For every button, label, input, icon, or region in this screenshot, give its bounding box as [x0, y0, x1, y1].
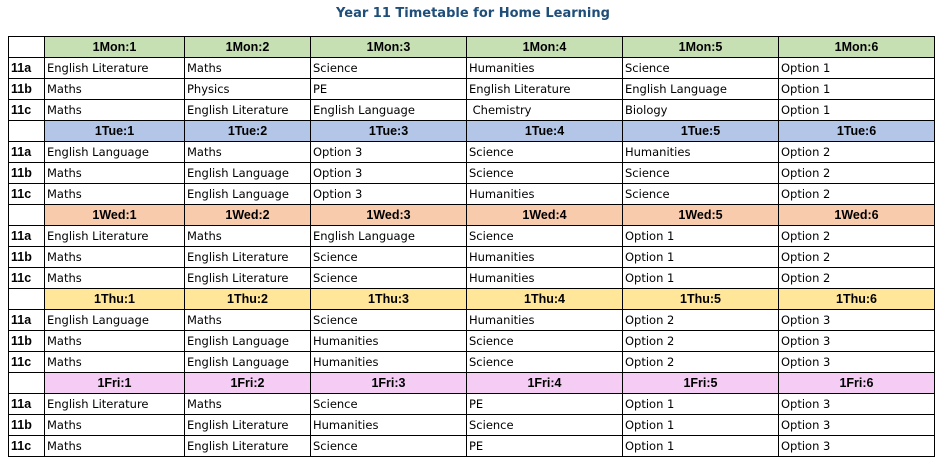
lesson-cell: Chemistry: [467, 100, 623, 121]
lesson-cell: Science: [623, 58, 779, 79]
class-label: 11b: [9, 415, 45, 436]
period-header: 1Tue:3: [311, 121, 467, 142]
period-header: 1Tue:2: [185, 121, 311, 142]
lesson-cell: Option 3: [779, 415, 935, 436]
class-label: 11b: [9, 79, 45, 100]
period-header: 1Mon:1: [45, 37, 185, 58]
lesson-cell: Maths: [45, 79, 185, 100]
table-row: [9, 184, 935, 205]
lesson-cell: Option 1: [623, 436, 779, 457]
period-header: 1Wed:2: [185, 205, 311, 226]
period-header: 1Wed:1: [45, 205, 185, 226]
lesson-cell: PE: [467, 394, 623, 415]
lesson-cell: Science: [623, 163, 779, 184]
lesson-cell: PE: [467, 436, 623, 457]
lesson-cell: Maths: [185, 226, 311, 247]
lesson-cell: Science: [467, 142, 623, 163]
table-row: [9, 352, 935, 373]
lesson-cell: Maths: [45, 331, 185, 352]
lesson-cell: English Literature: [185, 268, 311, 289]
period-header: 1Mon:4: [467, 37, 623, 58]
lesson-cell: Option 2: [779, 247, 935, 268]
lesson-cell: Option 3: [779, 310, 935, 331]
lesson-cell: Option 2: [779, 142, 935, 163]
lesson-cell: Option 3: [779, 352, 935, 373]
period-header: 1Thu:3: [311, 289, 467, 310]
period-header: 1Tue:4: [467, 121, 623, 142]
day-header-row: [9, 289, 935, 310]
lesson-cell: Option 1: [623, 268, 779, 289]
lesson-cell: Humanities: [467, 268, 623, 289]
class-label: 11a: [9, 226, 45, 247]
class-label: 11c: [9, 268, 45, 289]
period-header: 1Mon:6: [779, 37, 935, 58]
lesson-cell: Science: [467, 226, 623, 247]
period-header: 1Wed:5: [623, 205, 779, 226]
lesson-cell: Maths: [45, 268, 185, 289]
lesson-cell: English Language: [623, 79, 779, 100]
lesson-cell: English Language: [185, 184, 311, 205]
lesson-cell: Humanities: [467, 247, 623, 268]
lesson-cell: English Language: [311, 100, 467, 121]
lesson-cell: Science: [467, 163, 623, 184]
period-header: 1Fri:6: [779, 373, 935, 394]
period-header: 1Fri:4: [467, 373, 623, 394]
lesson-cell: Option 3: [311, 184, 467, 205]
lesson-cell: Humanities: [311, 331, 467, 352]
class-label: 11a: [9, 394, 45, 415]
lesson-cell: Option 2: [779, 268, 935, 289]
lesson-cell: Science: [467, 352, 623, 373]
lesson-cell: English Language: [45, 142, 185, 163]
class-label: 11b: [9, 163, 45, 184]
lesson-cell: Science: [311, 247, 467, 268]
table-row: [9, 310, 935, 331]
table-row: [9, 100, 935, 121]
lesson-cell: English Language: [311, 226, 467, 247]
class-label: 11a: [9, 58, 45, 79]
class-label: 11b: [9, 331, 45, 352]
class-label: 11c: [9, 184, 45, 205]
lesson-cell: English Language: [45, 310, 185, 331]
lesson-cell: Option 3: [779, 436, 935, 457]
period-header: 1Wed:4: [467, 205, 623, 226]
day-header-row: [9, 373, 935, 394]
lesson-cell: Humanities: [623, 142, 779, 163]
lesson-cell: Option 2: [623, 352, 779, 373]
lesson-cell: Maths: [185, 310, 311, 331]
lesson-cell: English Language: [185, 331, 311, 352]
lesson-cell: English Literature: [185, 415, 311, 436]
period-header: 1Fri:2: [185, 373, 311, 394]
table-row: [9, 58, 935, 79]
day-header-row: [9, 205, 935, 226]
table-row: [9, 163, 935, 184]
period-header: 1Fri:1: [45, 373, 185, 394]
header-corner-cell: [9, 289, 45, 310]
lesson-cell: Physics: [185, 79, 311, 100]
lesson-cell: Option 1: [623, 415, 779, 436]
lesson-cell: Science: [311, 310, 467, 331]
table-row: [9, 142, 935, 163]
period-header: 1Wed:6: [779, 205, 935, 226]
lesson-cell: Science: [311, 58, 467, 79]
header-corner-cell: [9, 205, 45, 226]
class-label: 11c: [9, 436, 45, 457]
lesson-cell: Option 2: [779, 184, 935, 205]
class-label: 11a: [9, 310, 45, 331]
lesson-cell: English Literature: [185, 436, 311, 457]
lesson-cell: Humanities: [311, 415, 467, 436]
lesson-cell: Maths: [45, 184, 185, 205]
lesson-cell: Option 3: [311, 163, 467, 184]
lesson-cell: Science: [467, 415, 623, 436]
timetable: [8, 36, 935, 457]
lesson-cell: Biology: [623, 100, 779, 121]
lesson-cell: Humanities: [311, 352, 467, 373]
lesson-cell: Maths: [185, 394, 311, 415]
period-header: 1Tue:1: [45, 121, 185, 142]
lesson-cell: Option 3: [311, 142, 467, 163]
lesson-cell: Maths: [45, 163, 185, 184]
lesson-cell: Option 1: [779, 79, 935, 100]
lesson-cell: Option 1: [623, 394, 779, 415]
period-header: 1Thu:5: [623, 289, 779, 310]
period-header: 1Mon:2: [185, 37, 311, 58]
lesson-cell: Maths: [45, 352, 185, 373]
lesson-cell: Maths: [45, 436, 185, 457]
period-header: 1Thu:6: [779, 289, 935, 310]
lesson-cell: English Literature: [467, 79, 623, 100]
table-row: [9, 268, 935, 289]
class-label: 11c: [9, 100, 45, 121]
lesson-cell: Option 2: [779, 226, 935, 247]
lesson-cell: Maths: [45, 247, 185, 268]
lesson-cell: Option 1: [623, 226, 779, 247]
class-label: 11c: [9, 352, 45, 373]
table-row: [9, 247, 935, 268]
lesson-cell: Option 2: [779, 163, 935, 184]
table-row: [9, 436, 935, 457]
lesson-cell: Maths: [185, 58, 311, 79]
header-corner-cell: [9, 373, 45, 394]
header-corner-cell: [9, 121, 45, 142]
lesson-cell: English Literature: [185, 100, 311, 121]
page-title: Year 11 Timetable for Home Learning: [336, 6, 610, 21]
period-header: 1Thu:2: [185, 289, 311, 310]
lesson-cell: Humanities: [467, 58, 623, 79]
table-row: [9, 394, 935, 415]
class-label: 11b: [9, 247, 45, 268]
table-row: [9, 415, 935, 436]
lesson-cell: Humanities: [467, 310, 623, 331]
lesson-cell: Option 2: [623, 310, 779, 331]
lesson-cell: Maths: [185, 142, 311, 163]
period-header: 1Mon:5: [623, 37, 779, 58]
lesson-cell: Option 1: [623, 247, 779, 268]
lesson-cell: Maths: [45, 100, 185, 121]
class-label: 11a: [9, 142, 45, 163]
period-header: 1Thu:1: [45, 289, 185, 310]
period-header: 1Thu:4: [467, 289, 623, 310]
lesson-cell: Humanities: [467, 184, 623, 205]
table-row: [9, 331, 935, 352]
period-header: 1Fri:5: [623, 373, 779, 394]
lesson-cell: Option 2: [623, 331, 779, 352]
table-row: [9, 226, 935, 247]
period-header: 1Tue:5: [623, 121, 779, 142]
lesson-cell: Science: [623, 184, 779, 205]
lesson-cell: Science: [311, 394, 467, 415]
day-header-row: [9, 37, 935, 58]
header-corner-cell: [9, 37, 45, 58]
lesson-cell: English Language: [185, 352, 311, 373]
lesson-cell: Option 3: [779, 394, 935, 415]
lesson-cell: Science: [467, 331, 623, 352]
lesson-cell: Option 1: [779, 58, 935, 79]
lesson-cell: Science: [311, 268, 467, 289]
period-header: 1Wed:3: [311, 205, 467, 226]
lesson-cell: Option 3: [779, 331, 935, 352]
lesson-cell: Option 1: [779, 100, 935, 121]
day-header-row: [9, 121, 935, 142]
lesson-cell: English Literature: [45, 58, 185, 79]
table-row: [9, 79, 935, 100]
lesson-cell: PE: [311, 79, 467, 100]
lesson-cell: Science: [311, 436, 467, 457]
period-header: 1Mon:3: [311, 37, 467, 58]
period-header: 1Fri:3: [311, 373, 467, 394]
lesson-cell: English Language: [185, 163, 311, 184]
lesson-cell: English Literature: [45, 226, 185, 247]
period-header: 1Tue:6: [779, 121, 935, 142]
lesson-cell: English Literature: [45, 394, 185, 415]
lesson-cell: English Literature: [185, 247, 311, 268]
lesson-cell: Maths: [45, 415, 185, 436]
